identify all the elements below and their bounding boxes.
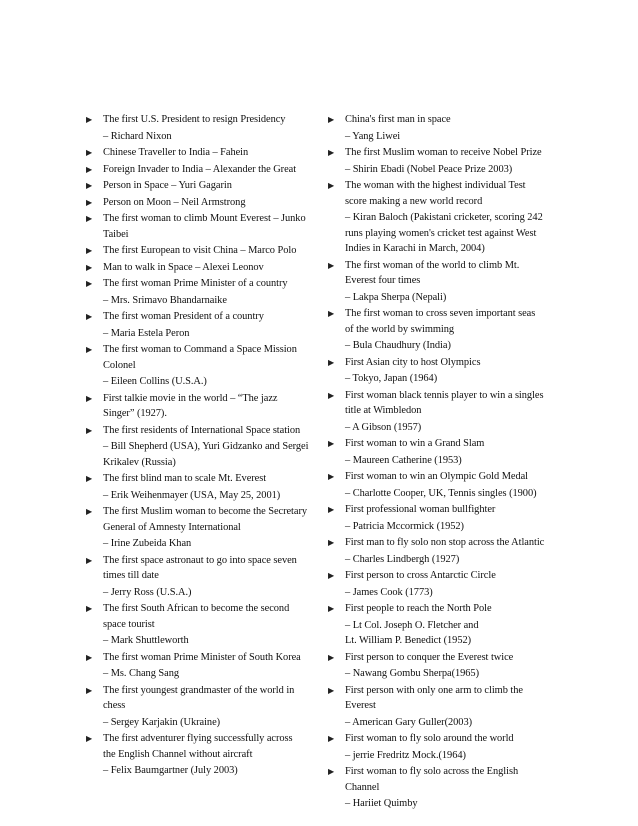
bullet-triangle-icon: ▶ [86,164,93,174]
list-item [86,731,314,762]
fact-text: The first residents of International Space station [103,424,301,436]
bullet-triangle-icon: ▶ [86,555,93,565]
fact-text: First professional woman bullfighter [345,504,496,515]
fact-text: First woman to fly solo around the world [345,733,514,744]
fact-text: The first Muslim woman to become the Secretary General of Amnesty International [103,506,308,533]
fact-text: First woman black tennis player to win a singles title at Wimbledon [345,389,544,416]
fact-text: The first woman to Command a Space Mission Colonel [103,344,297,371]
fact-text: The first blind man to scale Mt. Everest [103,473,267,484]
bullet-triangle-icon: ▶ [86,474,93,483]
bullet-triangle-icon: ▶ [328,604,335,613]
answer-text: – Richard Nixon [103,130,172,142]
fact-text: First talkie movie in the world – “The jazz Singer” (1927). [103,392,278,419]
list-item [86,342,314,373]
answer-text: – Shirin Ebadi (Nobel Peace Prize 2003) [345,163,513,175]
bullet-triangle-icon: ▶ [86,197,93,207]
list-item [328,601,550,617]
fact-text: First people to reach the North Pole [345,603,492,614]
bullet-triangle-icon: ▶ [328,181,335,190]
bullet-triangle-icon: ▶ [328,767,335,776]
bullet-triangle-icon: ▶ [86,425,93,435]
answer-text: – Felix Baumgartner (July 2003) [103,765,238,776]
bullet-triangle-icon: ▶ [86,604,93,613]
bullet-triangle-icon: ▶ [86,393,93,403]
list-item [86,260,314,276]
answer-text: – Jerry Ross (U.S.A.) [103,586,192,598]
bullet-triangle-icon: ▶ [86,262,93,272]
bullet-triangle-icon: ▶ [86,734,93,743]
list-item [328,178,550,209]
fact-text: First woman to win a Grand Slam [345,438,485,449]
bullet-triangle-icon: ▶ [328,734,335,743]
fact-text: Person in Space – Yuri Gagarin [103,180,232,191]
bullet-triangle-icon: ▶ [328,685,335,695]
bullet-triangle-icon: ▶ [86,507,93,516]
bullet-triangle-icon: ▶ [328,390,335,400]
bullet-triangle-icon: ▶ [86,279,93,288]
answer-text: – Nawang Gombu Sherpa(1965) [345,668,479,679]
bullet-triangle-icon: ▶ [328,115,335,124]
list-item [328,469,550,485]
answer-text: – Maria Estela Peron [103,327,190,339]
list-item [86,309,314,325]
list-item [86,650,314,666]
answer-text: – Tokyo, Japan (1964) [345,373,438,384]
bullet-triangle-icon: ▶ [86,214,93,223]
list-item [328,112,550,128]
answer-text: – Sergey Karjakin (Ukraine) [103,716,221,728]
fact-text: The first woman Prime Minister of a country [103,278,288,289]
list-item [328,535,550,551]
list-item [86,178,314,194]
bullet-triangle-icon: ▶ [86,181,93,190]
list-item [86,211,314,242]
list-item [328,355,550,371]
list-item [328,388,550,419]
bullet-triangle-icon: ▶ [328,472,335,481]
list-item [86,423,314,439]
fact-text: China's first man in space [345,114,451,125]
bullet-triangle-icon: ▶ [86,345,93,354]
list-item [86,601,314,632]
answer-text: – Irine Zubeida Khan [103,538,192,549]
bullet-triangle-icon: ▶ [328,505,335,514]
bullet-triangle-icon: ▶ [86,652,93,662]
answer-text: – jerrie Fredritz Mock.(1964) [345,749,466,761]
list-item [86,195,314,211]
list-item [86,471,314,487]
bullet-triangle-icon: ▶ [328,357,335,367]
answer-text: – Charlotte Cooper, UK, Tennis singles (1900) [345,487,537,499]
list-item [86,504,314,535]
answer-text: – A Gibson (1957) [345,421,422,433]
right-column [328,112,550,813]
bullet-triangle-icon: ▶ [86,312,93,321]
list-item [86,276,314,292]
list-item [328,731,550,747]
fact-text: Foreign Invader to India – Alexander the Great [103,163,297,175]
fact-text: Chinese Traveller to India – Fahein [103,147,249,158]
bullet-triangle-icon: ▶ [328,148,335,157]
bullet-triangle-icon: ▶ [328,309,335,318]
bullet-triangle-icon: ▶ [328,571,335,580]
fact-text: First person to conquer the Everest twice [345,651,514,663]
answer-text: – Kiran Baloch (Pakistani cricketer, scoring 242 runs playing women's cricket test against West Indies in Karachi in March, 2004) [345,212,543,254]
fact-text: First woman to fly solo across the English Channel [345,766,519,793]
answer-text: – Erik Weihenmayer (USA, May 25, 2001) [103,489,281,501]
bullet-triangle-icon: ▶ [86,148,93,157]
fact-text: First person to cross Antarctic Circle [345,570,496,581]
answer-text: – Patricia Mccormick (1952) [345,520,464,532]
list-item [328,764,550,795]
fact-text: The first Muslim woman to receive Nobel Prize [345,147,542,158]
bullet-triangle-icon: ▶ [328,260,335,270]
list-item [328,258,550,289]
bullet-triangle-icon: ▶ [86,246,93,255]
fact-text: First Asian city to host Olympics [345,356,481,368]
list-item [86,145,314,161]
fact-text: The first woman to climb Mount Everest – Junko Taibei [103,213,306,240]
list-item [86,391,314,422]
answer-text: – American Gary Guller(2003) [345,716,472,728]
fact-text: Man to walk in Space – Alexei Leonov [103,261,264,273]
fact-text: First woman to win an Olympic Gold Medal [345,471,528,482]
fact-text: The first European to visit China – Marco Polo [103,245,297,256]
list-item [86,112,314,128]
fact-text: The first space astronaut to go into space seven times till date [103,554,297,581]
fact-text: The first U.S. President to resign Presidency [103,114,286,125]
fact-text: First man to fly solo non stop across the Atlantic [345,537,545,548]
list-item [328,568,550,584]
answer-text: – James Cook (1773) [345,586,433,598]
list-item [328,145,550,161]
list-item [328,683,550,714]
list-item [328,650,550,666]
fact-text: The first adventurer flying successfully across the English Channel without aircraft [103,733,293,760]
bullet-triangle-icon: ▶ [86,685,93,695]
list-item [86,553,314,584]
fact-text: The woman with the highest individual Test score making a new world record [345,180,526,207]
answer-text: – Mrs. Srimavo Bhandarnaike [103,294,227,306]
answer-text: – Lt Col. Joseph O. Fletcher and Lt. William P. Benedict (1952) [345,619,479,646]
answer-text: – Maureen Catherine (1953) [345,454,462,466]
list-item [328,436,550,452]
fact-text: The first woman to cross seven important seas of the world by swimming [345,308,536,335]
fact-text: The first woman of the world to climb Mt. Everest four times [345,259,520,286]
fact-text: The first youngest grandmaster of the world in chess [103,684,295,711]
fact-text: The first woman President of a country [103,311,264,322]
fact-text: The first woman Prime Minister of South Korea [103,651,301,663]
answer-text: – Bula Chaudhury (India) [345,340,451,351]
bullet-triangle-icon: ▶ [328,538,335,547]
list-item [86,243,314,259]
answer-text: – Mark Shuttleworth [103,635,189,646]
fact-text: First person with only one arm to climb the Everest [345,684,523,711]
list-item [328,306,550,337]
answer-text: – Bill Shepherd (USA), Yuri Gidzanko and Sergei Krikalev (Russia) [103,441,309,468]
fact-text: Person on Moon – Neil Armstrong [103,196,246,208]
list-item [86,683,314,714]
list-item [328,502,550,518]
answer-text: – Lakpa Sherpa (Nepali) [345,291,447,303]
answer-text: – Yang Liwei [345,130,401,142]
bullet-triangle-icon: ▶ [86,115,93,124]
bullet-triangle-icon: ▶ [328,439,335,448]
answer-text: – Hariiet Quimby [345,798,418,809]
bullet-triangle-icon: ▶ [328,652,335,662]
answer-text: – Charles Lindbergh (1927) [345,553,460,565]
fact-text: The first South African to become the second space tourist [103,603,290,630]
left-column [86,112,314,780]
answer-text: – Eileen Collins (U.S.A.) [103,376,207,387]
answer-text: – Ms. Chang Sang [103,668,179,679]
list-item [86,162,314,178]
